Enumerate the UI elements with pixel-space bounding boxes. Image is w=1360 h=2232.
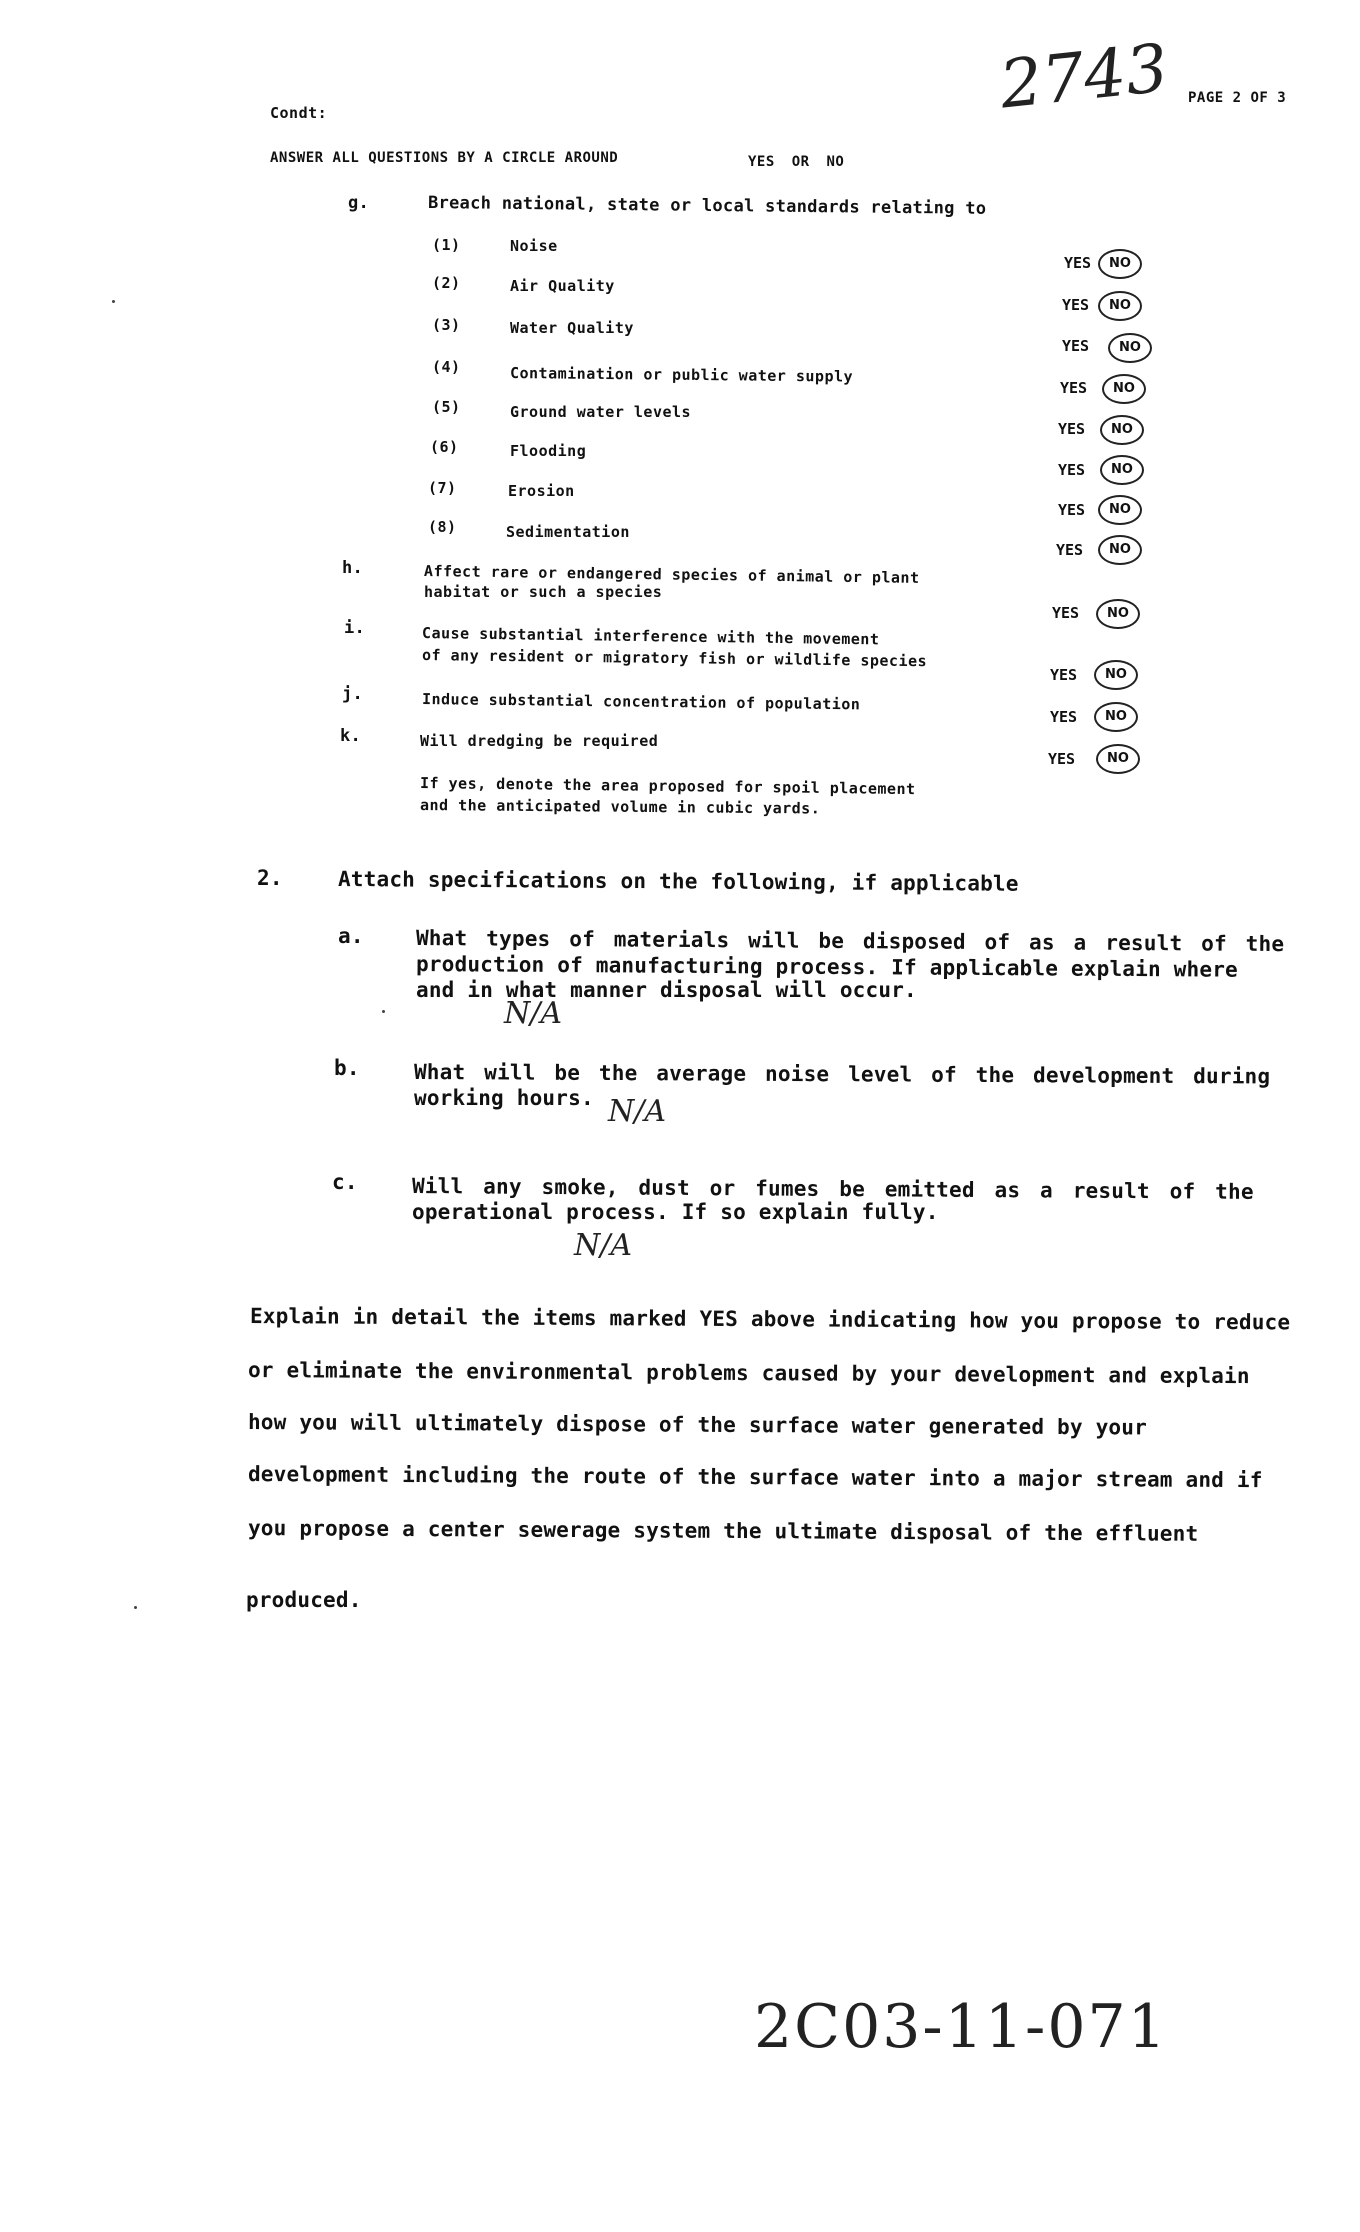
explain-line: produced.	[246, 1588, 362, 1612]
no-option-circled[interactable]: NO	[1100, 455, 1144, 485]
scan-speck	[134, 1606, 137, 1609]
item-a-line1: What types of materials will be disposed of as a result of the	[415, 926, 1285, 957]
g-item-label: Water Quality	[510, 319, 634, 337]
yes-option[interactable]: YES	[1062, 337, 1090, 355]
section-g-letter: g.	[348, 193, 370, 213]
item-c-letter: c.	[332, 1170, 358, 1194]
g-item-label: Ground water levels	[510, 403, 692, 421]
g-item-number: (3)	[432, 316, 461, 334]
explain-line: or eliminate the environmental problems caused by your development and explain	[247, 1358, 1250, 1389]
scan-speck	[112, 300, 115, 303]
section-2-number: 2.	[257, 866, 283, 890]
item-c-line1: Will any smoke, dust or fumes be emitted as a result of the	[411, 1174, 1254, 1204]
no-option-circled[interactable]: NO	[1098, 535, 1142, 565]
yes-option[interactable]: YES	[1062, 296, 1090, 314]
yes-option[interactable]: YES	[1048, 750, 1076, 768]
question-h-letter: h.	[342, 558, 364, 578]
g-item-label: Contamination or public water supply	[509, 364, 854, 386]
yes-option[interactable]: YES	[1056, 541, 1084, 559]
yes-option[interactable]: YES	[1050, 666, 1078, 684]
yes-option[interactable]: YES	[1052, 604, 1080, 622]
yes-option[interactable]: YES	[1058, 501, 1086, 519]
no-option-circled[interactable]: NO	[1102, 374, 1146, 404]
item-b-letter: b.	[334, 1056, 360, 1080]
no-option-circled[interactable]: NO	[1100, 415, 1144, 445]
item-b-handwritten-answer: N/A	[608, 1094, 667, 1129]
item-b-line1: What will be the average noise level of the development during	[413, 1060, 1271, 1089]
yes-option[interactable]: YES	[1050, 708, 1078, 726]
g-item-label: Sedimentation	[506, 523, 630, 541]
no-option-circled[interactable]: NO	[1096, 599, 1140, 629]
question-h-line1: Affect rare or endangered species of animal or plant	[423, 562, 920, 587]
question-h-line2: habitat or such a species	[424, 583, 663, 601]
explain-line: you propose a center sewerage system the ultimate disposal of the effluent	[247, 1516, 1199, 1546]
section-2-title: Attach specifications on the following, if applicable	[337, 867, 1019, 896]
g-item-label: Noise	[510, 237, 558, 255]
dredging-note-line2: and the anticipated volume in cubic yards.	[419, 796, 821, 818]
g-item-number: (1)	[432, 236, 461, 254]
dredging-note-line1: If yes, denote the area proposed for spoil placement	[419, 774, 916, 799]
explain-line: how you will ultimately dispose of the surface water generated by your	[247, 1410, 1148, 1440]
explain-line: Explain in detail the items marked YES above indicating how you propose to reduce	[249, 1304, 1291, 1335]
item-c-handwritten-answer: N/A	[574, 1228, 633, 1263]
item-a-handwritten-answer: N/A	[504, 996, 563, 1031]
question-j-line1: Induce substantial concentration of population	[421, 690, 861, 714]
g-item-number: (6)	[430, 438, 459, 456]
yes-option[interactable]: YES	[1064, 254, 1092, 272]
g-item-label: Erosion	[508, 482, 575, 500]
yes-option[interactable]: YES	[1058, 420, 1086, 438]
no-option-circled[interactable]: NO	[1098, 495, 1142, 525]
no-option-circled[interactable]: NO	[1094, 702, 1138, 732]
yes-option[interactable]: YES	[1058, 461, 1086, 479]
item-a-line3: and in what manner disposal will occur.	[416, 978, 917, 1002]
question-i-line2: of any resident or migratory fish or wildlife species	[421, 646, 928, 671]
g-item-number: (2)	[432, 274, 461, 292]
yes-option[interactable]: YES	[1060, 379, 1088, 397]
question-i-line1: Cause substantial interference with the movement	[421, 624, 880, 649]
question-k-line1: Will dredging be required	[420, 732, 659, 750]
g-item-number: (8)	[428, 518, 457, 536]
no-option-circled[interactable]: NO	[1098, 249, 1142, 279]
page-label: PAGE 2 OF 3	[1188, 90, 1287, 106]
question-i-letter: i.	[344, 618, 366, 638]
instruction-text: ANSWER ALL QUESTIONS BY A CIRCLE AROUND	[270, 150, 619, 166]
no-option-circled[interactable]: NO	[1098, 291, 1142, 321]
yes-or-no-text: YES OR NO	[748, 154, 845, 170]
no-option-circled[interactable]: NO	[1094, 660, 1138, 690]
g-item-number: (4)	[432, 358, 461, 376]
g-item-label: Flooding	[510, 442, 587, 460]
no-option-circled[interactable]: NO	[1096, 744, 1140, 774]
g-item-number: (7)	[428, 479, 457, 497]
handwritten-document-code: 2C03-11-071	[754, 1992, 1168, 2062]
no-option-circled[interactable]: NO	[1108, 333, 1152, 363]
question-j-letter: j.	[342, 684, 364, 704]
item-a-letter: a.	[338, 924, 364, 948]
question-k-letter: k.	[340, 726, 362, 746]
item-a-line2: production of manufacturing process. If applicable explain where	[415, 952, 1239, 982]
condt-label: Condt:	[270, 104, 328, 122]
explain-line: development including the route of the surface water into a major stream and if	[247, 1462, 1263, 1493]
handwritten-page-number: 2743	[996, 29, 1172, 124]
item-c-line2: operational process. If so explain fully.	[412, 1200, 939, 1224]
scan-speck	[382, 1010, 385, 1013]
g-item-label: Air Quality	[510, 277, 615, 295]
section-g-text: Breach national, state or local standards relating to	[427, 193, 987, 219]
item-b-line2: working hours.	[414, 1086, 594, 1110]
g-item-number: (5)	[432, 398, 461, 416]
